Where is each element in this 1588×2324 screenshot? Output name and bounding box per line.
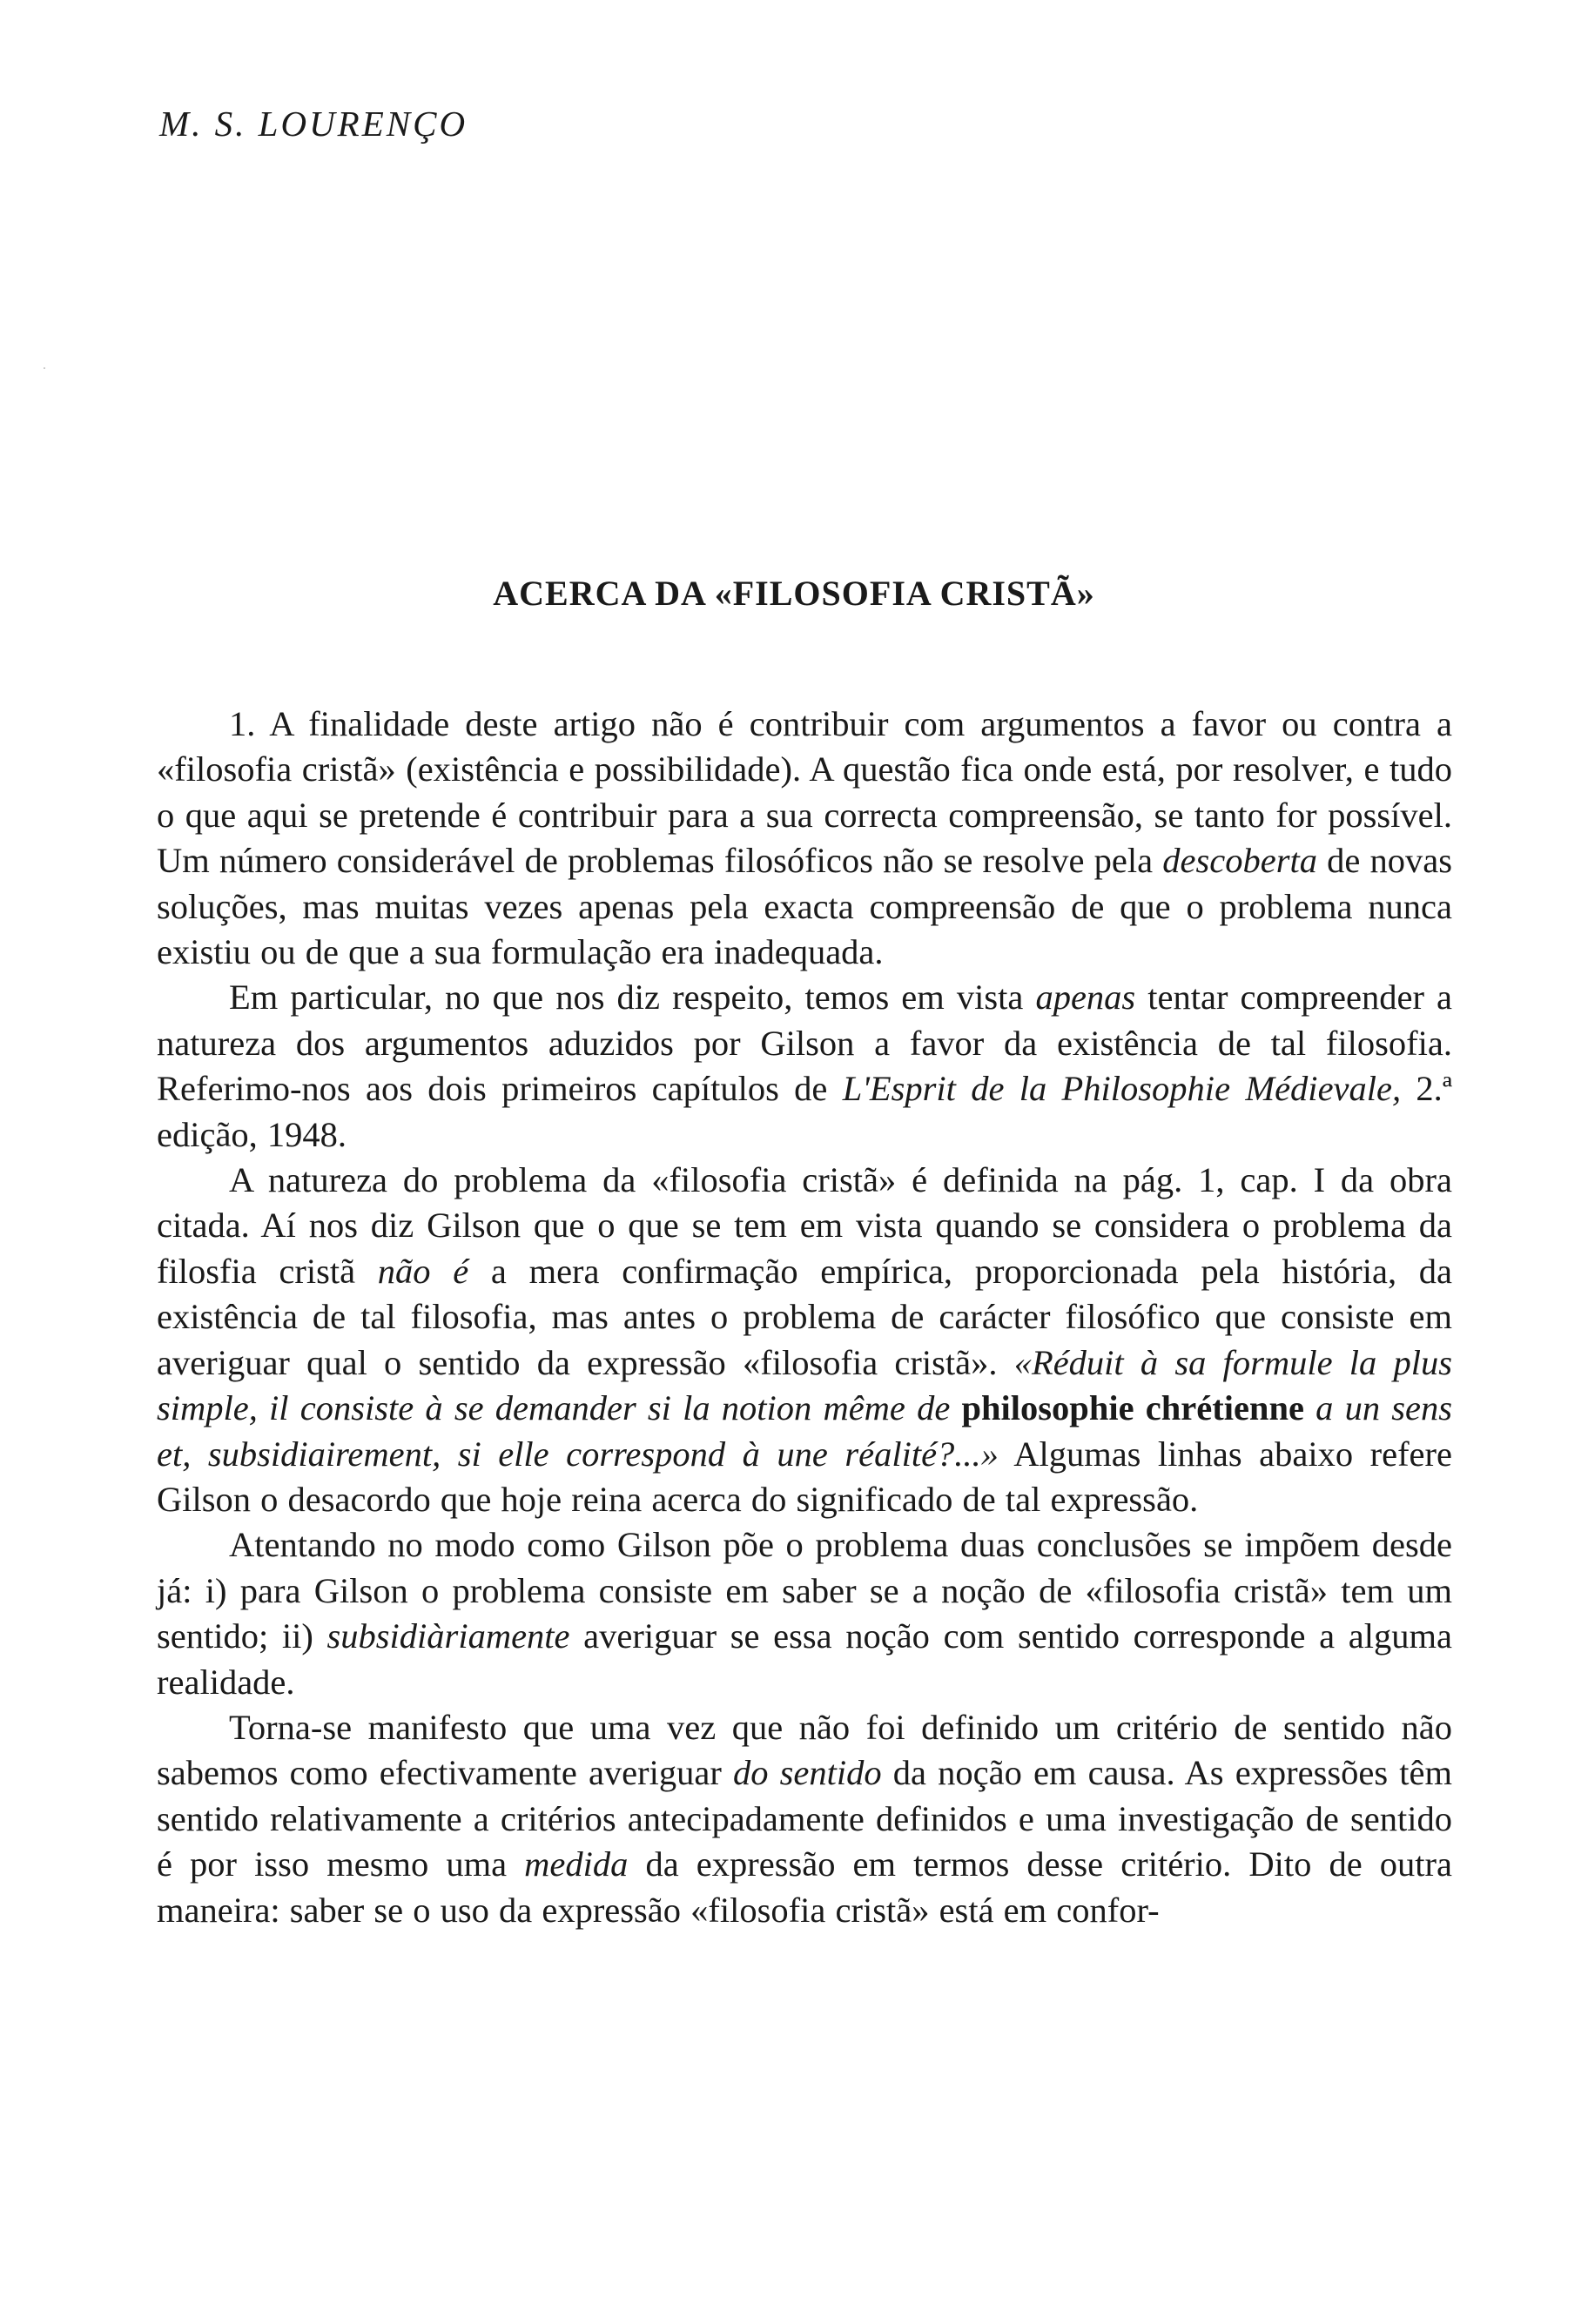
bold-run: philosophie chrétienne	[961, 1388, 1304, 1428]
text-run: A natureza do problema da «filosofia cristã» é definida na pág. 1, cap. I da obra citada. Aí nos diz Gilson que o que se tem em vista quando se considera o problema da filosfia cristã	[157, 1160, 1452, 1291]
text-run: 2.ª edição, 1948.	[157, 1069, 1452, 1154]
italic-run: medida	[524, 1844, 629, 1884]
italic-run: L'Esprit de la Philosophie Médievale,	[842, 1069, 1402, 1109]
italic-run: apenas	[1035, 977, 1136, 1018]
italic-run: não é	[377, 1251, 469, 1291]
italic-run: do sentido	[733, 1753, 882, 1793]
running-head: M. S. LOURENÇO	[159, 104, 468, 144]
text-run: Atentando no modo como Gilson põe o problema duas conclusões se impõem desde já: i) para Gilson o problema consiste em saber se a noção de «filosofia cristã» tem um sentido; ii)	[157, 1525, 1452, 1656]
text-run: Torna-se manifesto que uma vez que não foi definido um critério de sentido não sabemos como efectivamente averiguar	[157, 1707, 1452, 1793]
italic-run: descoberta	[1162, 841, 1317, 881]
text-run: da expressão em termos desse critério. Dito de outra maneira: saber se o uso da expressão «filosofia cristã» está em confor-	[157, 1844, 1452, 1930]
paragraph-1	[157, 702, 1452, 975]
scan-speck	[44, 367, 45, 369]
italic-run: a un sens et, subsidiairement, si elle correspond à une réalité?...»	[157, 1388, 1452, 1474]
italic-run: «Réduit à sa formule la plus simple, il consiste à se demander si la notion même de	[157, 1342, 1452, 1428]
text-run: 1. A finalidade deste artigo não é contribuir com argumentos a favor ou contra a «filosofia cristã» (existência e possibilidade). A questão fica onde está, por resolver, e tudo o que aqui se pretende é contribuir para a sua correcta compreensão, se tanto for possível. Um número considerável de problemas filosóficos não se resolve pela	[157, 704, 1452, 881]
paragraph-5	[157, 1705, 1452, 1933]
italic-run: subsidiàriamente	[326, 1616, 570, 1656]
paragraph-3	[157, 1158, 1452, 1522]
text-run: da noção em causa. As expressões têm sentido relativamente a critérios antecipadamente definidos e uma investigação de sentido é por isso mesmo uma	[157, 1753, 1453, 1884]
paragraph-4	[157, 1522, 1452, 1705]
article-title: ACERCA DA «FILOSOFIA CRISTÃ»	[493, 574, 1095, 613]
text-run: de novas soluções, mas muitas vezes apenas pela exacta compreensão de que o problema nunca existiu ou de que a sua formulação era inadequada.	[157, 841, 1452, 972]
article-body	[157, 702, 1452, 1933]
text-run: tentar compreender a natureza dos argumentos aduzidos por Gilson a favor da existência de tal filosofia. Referimo-nos aos dois primeiros capítulos de	[157, 977, 1452, 1109]
text-run: a mera confirmação empírica, proporcionada pela história, da existência de tal filosofia, mas antes o problema de carácter filosófico que consiste em averiguar qual o sentido da expressão «filosofia cristã».	[157, 1251, 1452, 1382]
paragraph-2	[157, 975, 1452, 1158]
text-run: Em particular, no que nos diz respeito, temos em vista	[229, 977, 1036, 1018]
text-run: averiguar se essa noção com sentido corresponde a alguma realidade.	[157, 1616, 1452, 1702]
text-run: Algumas linhas abaixo refere Gilson o desacordo que hoje reina acerca do significado de tal expressão.	[157, 1434, 1452, 1519]
